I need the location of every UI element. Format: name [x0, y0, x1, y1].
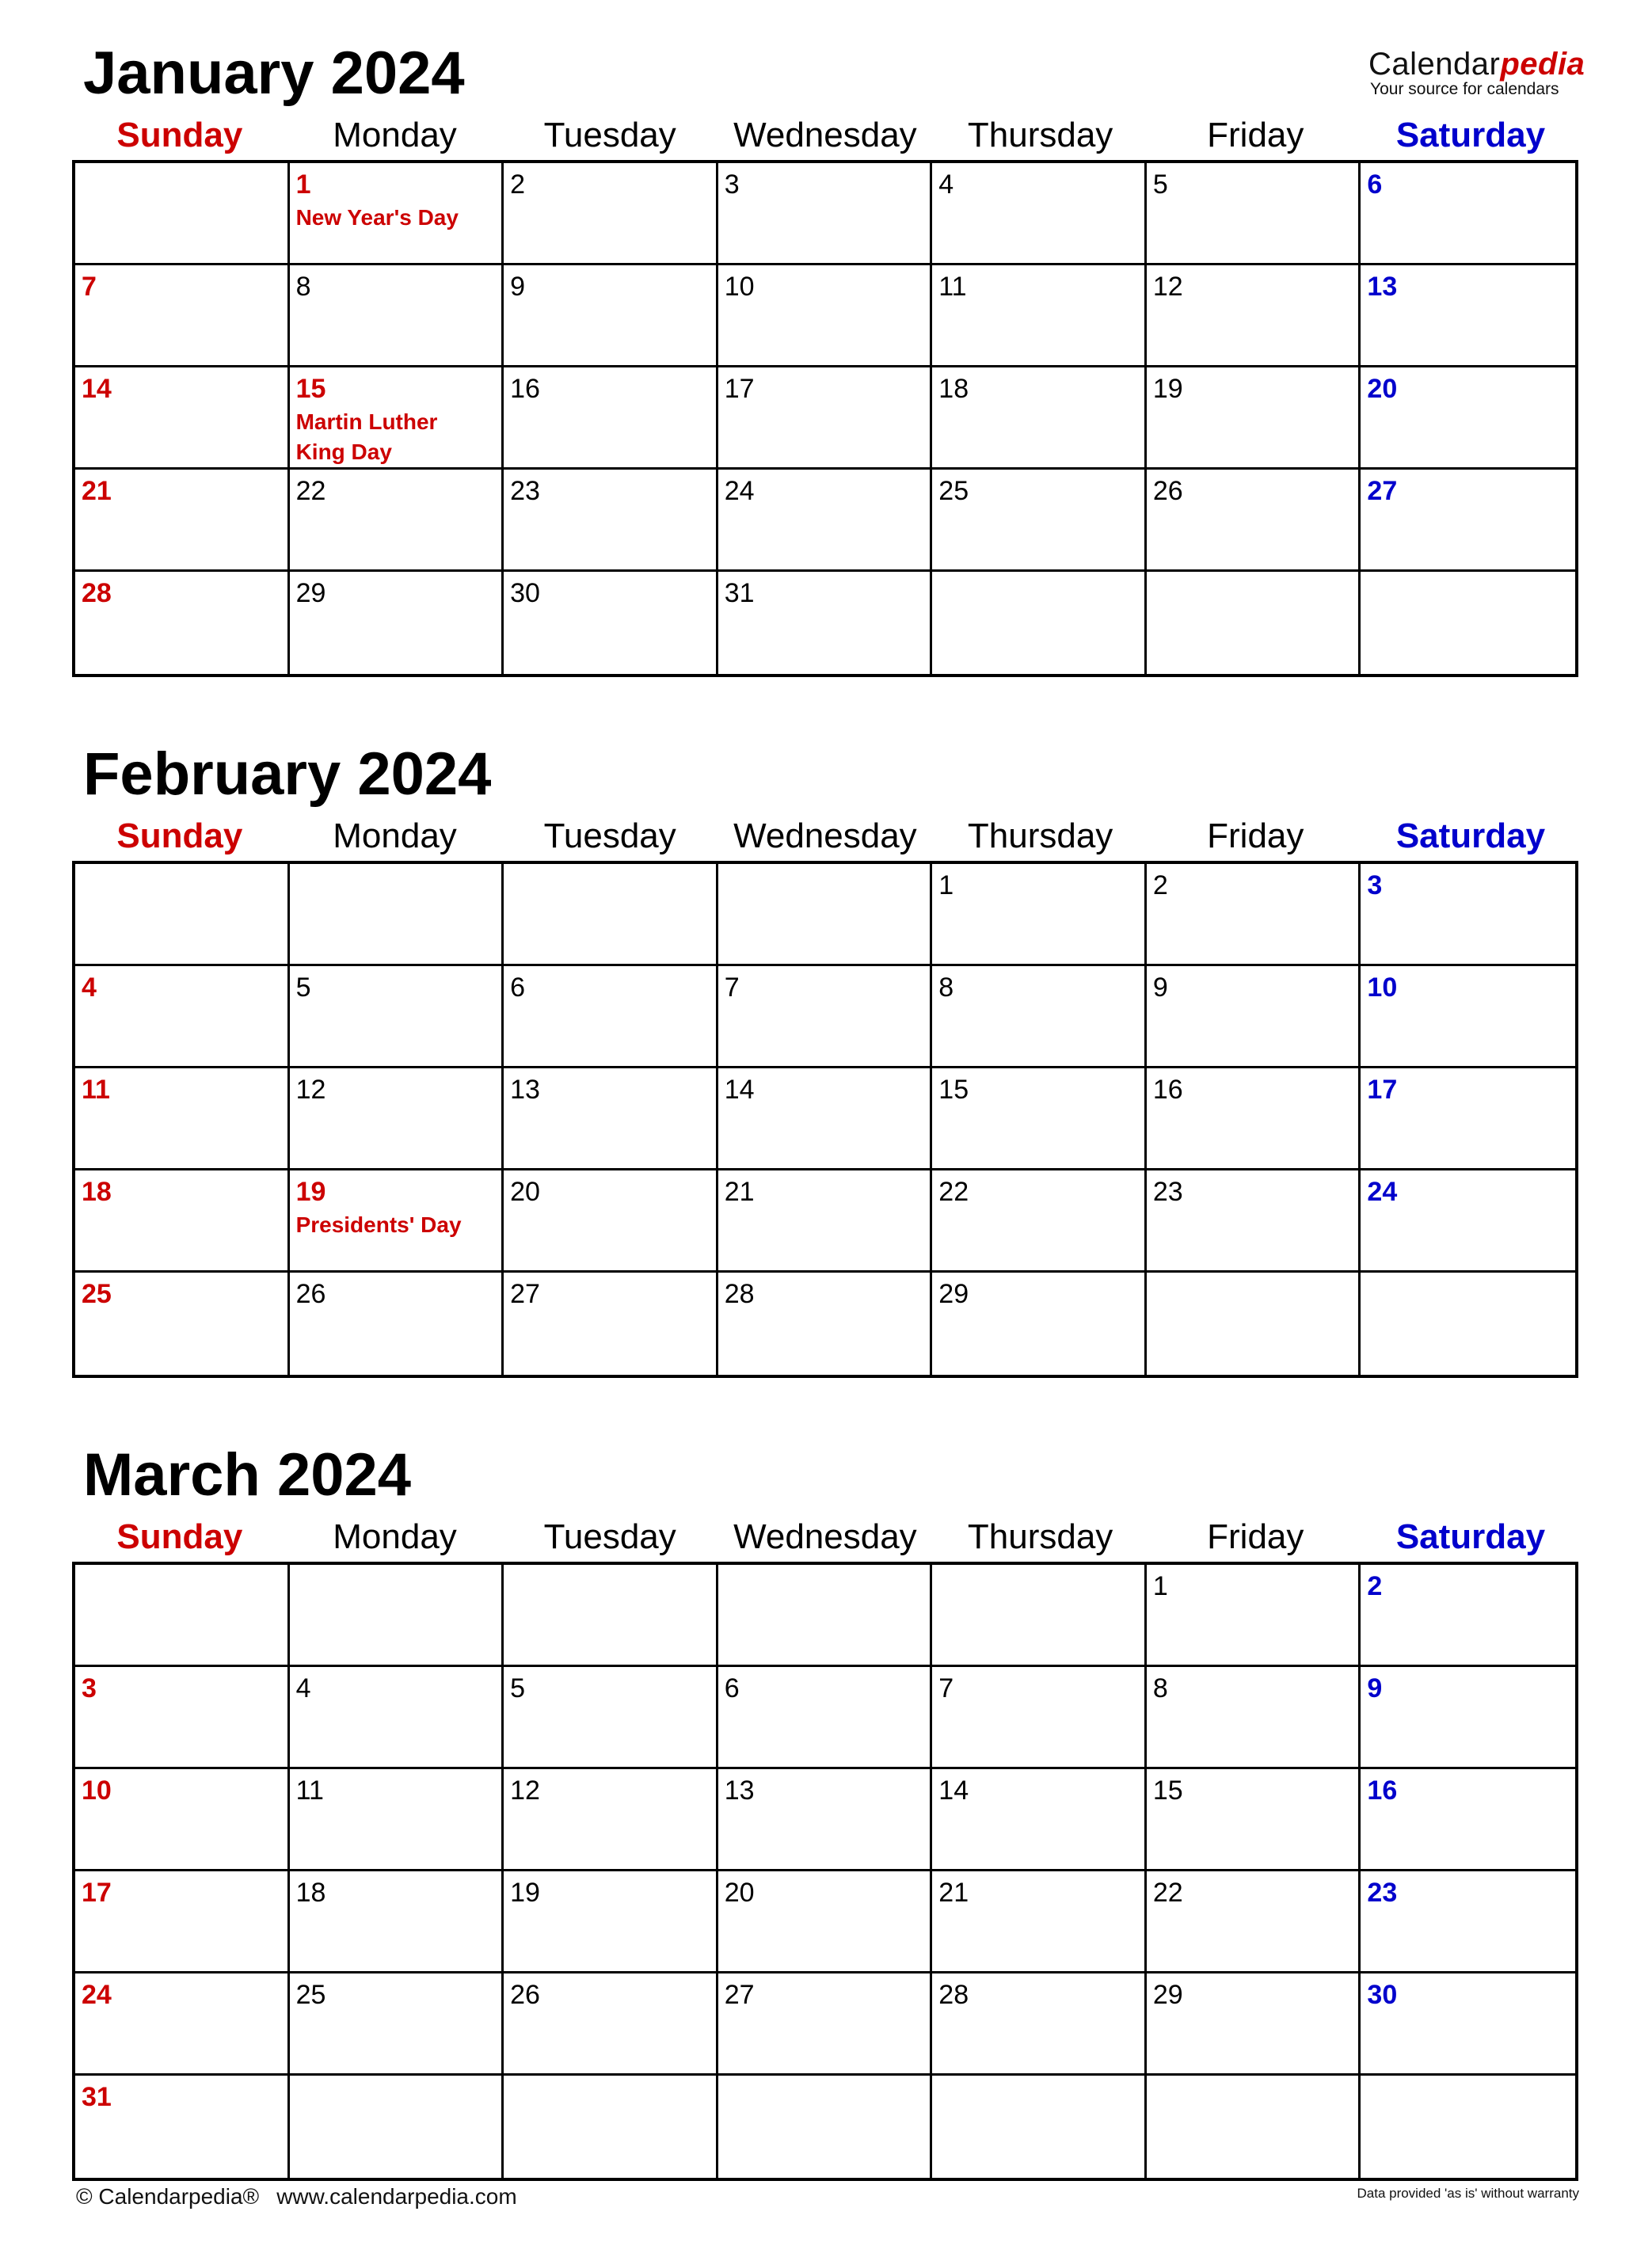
day-cell[interactable]	[1361, 1973, 1575, 2076]
day-cell[interactable]	[1147, 1565, 1361, 1667]
day-cell[interactable]	[718, 163, 933, 265]
day-number: 27	[724, 1980, 755, 2010]
day-cell[interactable]	[290, 1170, 504, 1273]
day-number: 12	[295, 1075, 326, 1105]
day-number: 27	[510, 1279, 540, 1309]
day-number: 16	[1152, 1075, 1183, 1105]
calendar-grid	[72, 1562, 1578, 2181]
day-cell[interactable]	[290, 265, 504, 367]
day-number: 25	[295, 1980, 326, 2010]
day-cell[interactable]	[1361, 1565, 1575, 1667]
day-number: 5	[295, 972, 311, 1003]
day-number: 2	[510, 169, 526, 200]
day-number: 28	[938, 1980, 969, 2010]
logo-name	[1368, 47, 1585, 82]
empty-day-cell	[932, 2076, 1147, 2178]
day-cell[interactable]	[932, 265, 1147, 367]
day-number: 18	[295, 1878, 326, 1908]
day-cell[interactable]	[1147, 367, 1361, 470]
weekday-header-saturday: Saturday	[1395, 816, 1546, 855]
day-number: 24	[724, 476, 755, 506]
day-cell[interactable]	[290, 163, 504, 265]
day-number: 15	[938, 1075, 969, 1105]
day-cell[interactable]	[1147, 864, 1361, 966]
day-cell[interactable]	[718, 572, 933, 674]
calendar-grid	[72, 160, 1578, 677]
day-number: 17	[82, 1878, 112, 1908]
day-cell[interactable]	[1147, 1973, 1361, 2076]
weekday-header-wednesday: Wednesday	[733, 116, 917, 154]
day-cell[interactable]	[1147, 966, 1361, 1068]
day-cell[interactable]	[1361, 1871, 1575, 1973]
weekday-header-tuesday: Tuesday	[543, 116, 676, 154]
day-number: 6	[510, 972, 526, 1003]
day-number: 31	[724, 578, 755, 608]
day-cell[interactable]	[504, 572, 718, 674]
day-cell[interactable]	[1361, 367, 1575, 470]
day-cell[interactable]	[290, 1973, 504, 2076]
day-cell[interactable]	[1147, 470, 1361, 572]
day-number: 7	[82, 272, 97, 302]
day-number: 7	[724, 972, 740, 1003]
day-cell[interactable]	[75, 367, 290, 470]
day-cell[interactable]	[75, 572, 290, 674]
empty-day-cell	[75, 1565, 290, 1667]
day-cell[interactable]	[504, 1769, 718, 1871]
day-cell[interactable]	[1361, 265, 1575, 367]
day-number: 10	[1367, 972, 1398, 1003]
day-cell[interactable]	[718, 1973, 933, 2076]
day-number: 24	[1367, 1177, 1398, 1207]
day-cell[interactable]	[1361, 470, 1575, 572]
empty-day-cell	[290, 1565, 504, 1667]
day-number: 1	[295, 169, 311, 200]
weekday-header-thursday: Thursday	[967, 1517, 1113, 1556]
day-number: 16	[1367, 1776, 1398, 1806]
day-number: 21	[938, 1878, 969, 1908]
day-cell[interactable]	[718, 367, 933, 470]
day-cell[interactable]	[718, 1667, 933, 1769]
empty-day-cell	[504, 1565, 718, 1667]
day-number: 28	[82, 578, 112, 608]
day-number: 2	[1367, 1571, 1383, 1601]
day-cell[interactable]	[75, 265, 290, 367]
day-number: 26	[510, 1980, 540, 2010]
day-cell[interactable]	[504, 966, 718, 1068]
day-number: 29	[295, 578, 326, 608]
day-cell[interactable]	[932, 1170, 1147, 1273]
empty-day-cell	[718, 2076, 933, 2178]
weekday-header-wednesday: Wednesday	[733, 1517, 917, 1556]
day-cell[interactable]	[718, 1769, 933, 1871]
empty-day-cell	[1361, 572, 1575, 674]
day-number: 4	[295, 1673, 311, 1703]
day-cell[interactable]	[1147, 1170, 1361, 1273]
day-number: 23	[510, 476, 540, 506]
day-cell[interactable]	[718, 265, 933, 367]
weekday-header-thursday: Thursday	[967, 816, 1113, 855]
calendarpedia-logo	[1368, 47, 1585, 98]
weekday-header-friday: Friday	[1207, 1517, 1304, 1556]
day-number: 19	[295, 1177, 326, 1207]
day-cell[interactable]	[718, 1068, 933, 1170]
day-number: 10	[724, 272, 755, 302]
weekday-header-monday: Monday	[333, 1517, 457, 1556]
month-title: March 2024	[83, 1441, 412, 1509]
empty-day-cell	[932, 572, 1147, 674]
day-cell[interactable]	[75, 1973, 290, 2076]
day-cell[interactable]	[290, 367, 504, 470]
day-number: 26	[295, 1279, 326, 1309]
day-number: 8	[938, 972, 954, 1003]
empty-day-cell	[1147, 1273, 1361, 1375]
weekday-header-row	[72, 816, 1578, 856]
day-number: 2	[1152, 870, 1168, 900]
day-number: 29	[1152, 1980, 1183, 2010]
day-cell[interactable]	[932, 367, 1147, 470]
day-cell[interactable]	[718, 470, 933, 572]
day-cell[interactable]	[932, 470, 1147, 572]
day-cell[interactable]	[75, 1769, 290, 1871]
day-number: 13	[724, 1776, 755, 1806]
day-cell[interactable]	[1361, 1068, 1575, 1170]
day-number: 17	[724, 374, 755, 404]
day-cell[interactable]	[1147, 163, 1361, 265]
empty-day-cell	[290, 864, 504, 966]
day-number: 4	[82, 972, 97, 1003]
day-number: 22	[1152, 1878, 1183, 1908]
day-number: 25	[82, 1279, 112, 1309]
day-number: 16	[510, 374, 540, 404]
empty-day-cell	[718, 864, 933, 966]
day-number: 15	[1152, 1776, 1183, 1806]
month-title: February 2024	[83, 740, 492, 808]
day-cell[interactable]	[1361, 1170, 1575, 1273]
empty-day-cell	[932, 1565, 1147, 1667]
day-cell[interactable]	[290, 572, 504, 674]
day-cell[interactable]	[504, 265, 718, 367]
empty-day-cell	[75, 163, 290, 265]
empty-day-cell	[75, 864, 290, 966]
day-cell[interactable]	[75, 1871, 290, 1973]
day-cell[interactable]	[504, 1068, 718, 1170]
calendar-grid	[72, 861, 1578, 1378]
day-number: 28	[724, 1279, 755, 1309]
day-cell[interactable]	[75, 2076, 290, 2178]
day-cell[interactable]	[290, 966, 504, 1068]
weekday-header-friday: Friday	[1207, 816, 1304, 855]
empty-day-cell	[290, 2076, 504, 2178]
day-cell[interactable]	[1361, 864, 1575, 966]
day-number: 6	[724, 1673, 740, 1703]
day-number: 20	[1367, 374, 1398, 404]
logo-tagline: Your source for calendars	[1370, 80, 1559, 98]
day-cell[interactable]	[932, 1769, 1147, 1871]
weekday-header-sunday: Sunday	[116, 816, 243, 855]
weekday-header-tuesday: Tuesday	[543, 1517, 676, 1556]
day-number: 11	[82, 1075, 110, 1105]
day-cell[interactable]	[504, 1871, 718, 1973]
weekday-header-row	[72, 116, 1578, 155]
day-number: 21	[724, 1177, 755, 1207]
weekday-header-wednesday: Wednesday	[733, 816, 917, 855]
day-number: 25	[938, 476, 969, 506]
day-cell[interactable]	[932, 1068, 1147, 1170]
day-number: 22	[938, 1177, 969, 1207]
day-number: 26	[1152, 476, 1183, 506]
day-number: 4	[938, 169, 954, 200]
day-number: 17	[1367, 1075, 1398, 1105]
day-number: 1	[1152, 1571, 1168, 1601]
day-number: 31	[82, 2082, 112, 2112]
day-cell[interactable]	[718, 966, 933, 1068]
day-number: 7	[938, 1673, 954, 1703]
day-cell[interactable]	[1147, 1068, 1361, 1170]
copyright-text: © Calendarpedia®	[76, 2184, 260, 2209]
day-cell[interactable]	[75, 1068, 290, 1170]
day-cell[interactable]	[504, 367, 718, 470]
holiday-label: New Year's Day	[295, 205, 459, 230]
day-cell[interactable]	[75, 1170, 290, 1273]
day-cell[interactable]	[932, 1973, 1147, 2076]
day-number: 14	[938, 1776, 969, 1806]
day-number: 9	[1152, 972, 1168, 1003]
day-number: 12	[1152, 272, 1183, 302]
weekday-header-saturday: Saturday	[1395, 1517, 1546, 1556]
day-number: 19	[1152, 374, 1183, 404]
day-cell[interactable]	[504, 1273, 718, 1375]
disclaimer-text: Data provided 'as is' without warranty	[1357, 2186, 1579, 2201]
weekday-header-row	[72, 1517, 1578, 1557]
day-cell[interactable]	[1147, 1667, 1361, 1769]
day-number: 3	[82, 1673, 97, 1703]
day-cell[interactable]	[1361, 966, 1575, 1068]
day-number: 11	[938, 272, 967, 302]
day-cell[interactable]	[75, 1273, 290, 1375]
day-number: 13	[1367, 272, 1398, 302]
day-cell[interactable]	[718, 1273, 933, 1375]
weekday-header-sunday: Sunday	[116, 116, 243, 154]
day-number: 6	[1367, 169, 1383, 200]
empty-day-cell	[718, 1565, 933, 1667]
day-cell[interactable]	[718, 1871, 933, 1973]
weekday-header-saturday: Saturday	[1395, 116, 1546, 154]
day-number: 18	[82, 1177, 112, 1207]
day-cell[interactable]	[290, 1667, 504, 1769]
day-cell[interactable]	[504, 163, 718, 265]
day-number: 20	[724, 1878, 755, 1908]
day-number: 3	[724, 169, 740, 200]
day-cell[interactable]	[504, 1170, 718, 1273]
day-number: 22	[295, 476, 326, 506]
empty-day-cell	[1361, 2076, 1575, 2178]
day-number: 20	[510, 1177, 540, 1207]
empty-day-cell	[504, 2076, 718, 2178]
weekday-header-thursday: Thursday	[967, 116, 1113, 154]
day-number: 5	[1152, 169, 1168, 200]
day-cell[interactable]	[75, 1667, 290, 1769]
day-cell[interactable]	[1361, 1667, 1575, 1769]
day-cell[interactable]	[718, 1170, 933, 1273]
day-number: 30	[510, 578, 540, 608]
day-cell[interactable]	[75, 470, 290, 572]
day-cell[interactable]	[1147, 1769, 1361, 1871]
weekday-header-sunday: Sunday	[116, 1517, 243, 1556]
empty-day-cell	[1147, 2076, 1361, 2178]
day-number: 29	[938, 1279, 969, 1309]
day-number: 27	[1367, 476, 1398, 506]
day-cell[interactable]	[932, 1871, 1147, 1973]
logo-name-accent: pedia	[1500, 47, 1585, 82]
day-cell[interactable]	[504, 1973, 718, 2076]
weekday-header-monday: Monday	[333, 816, 457, 855]
day-number: 11	[295, 1776, 324, 1806]
day-number: 24	[82, 1980, 112, 2010]
day-number: 9	[1367, 1673, 1383, 1703]
day-cell[interactable]	[290, 1769, 504, 1871]
day-cell[interactable]	[1361, 163, 1575, 265]
day-number: 5	[510, 1673, 526, 1703]
day-cell[interactable]	[932, 163, 1147, 265]
holiday-label: Presidents' Day	[295, 1212, 462, 1237]
day-number: 3	[1367, 870, 1383, 900]
day-number: 12	[510, 1776, 540, 1806]
empty-day-cell	[1147, 572, 1361, 674]
weekday-header-friday: Friday	[1207, 116, 1304, 154]
day-cell[interactable]	[290, 1273, 504, 1375]
day-cell[interactable]	[932, 864, 1147, 966]
day-cell[interactable]	[1147, 1871, 1361, 1973]
footer-left	[76, 2184, 517, 2209]
empty-day-cell	[504, 864, 718, 966]
day-number: 10	[82, 1776, 112, 1806]
day-cell[interactable]	[290, 1871, 504, 1973]
day-cell[interactable]	[932, 1273, 1147, 1375]
day-number: 14	[82, 374, 112, 404]
day-cell[interactable]	[504, 470, 718, 572]
day-cell[interactable]	[932, 1667, 1147, 1769]
day-number: 8	[1152, 1673, 1168, 1703]
day-number: 1	[938, 870, 954, 900]
day-number: 23	[1367, 1878, 1398, 1908]
day-number: 19	[510, 1878, 540, 1908]
day-number: 14	[724, 1075, 755, 1105]
day-number: 13	[510, 1075, 540, 1105]
day-number: 15	[295, 374, 326, 404]
day-cell[interactable]	[75, 966, 290, 1068]
day-number: 9	[510, 272, 526, 302]
month-title: January 2024	[83, 40, 465, 107]
weekday-header-tuesday: Tuesday	[543, 816, 676, 855]
logo-name-main: Calendar	[1368, 47, 1501, 82]
day-number: 21	[82, 476, 112, 506]
day-number: 23	[1152, 1177, 1183, 1207]
day-cell[interactable]	[1361, 1769, 1575, 1871]
day-number: 8	[295, 272, 311, 302]
empty-day-cell	[1361, 1273, 1575, 1375]
day-cell[interactable]	[1147, 265, 1361, 367]
day-cell[interactable]	[504, 1667, 718, 1769]
website-link[interactable]: www.calendarpedia.com	[276, 2184, 517, 2209]
holiday-label: Martin Luther King Day	[295, 409, 438, 464]
day-number: 18	[938, 374, 969, 404]
weekday-header-monday: Monday	[333, 116, 457, 154]
day-number: 30	[1367, 1980, 1398, 2010]
day-cell[interactable]	[290, 470, 504, 572]
day-cell[interactable]	[932, 966, 1147, 1068]
day-cell[interactable]	[290, 1068, 504, 1170]
